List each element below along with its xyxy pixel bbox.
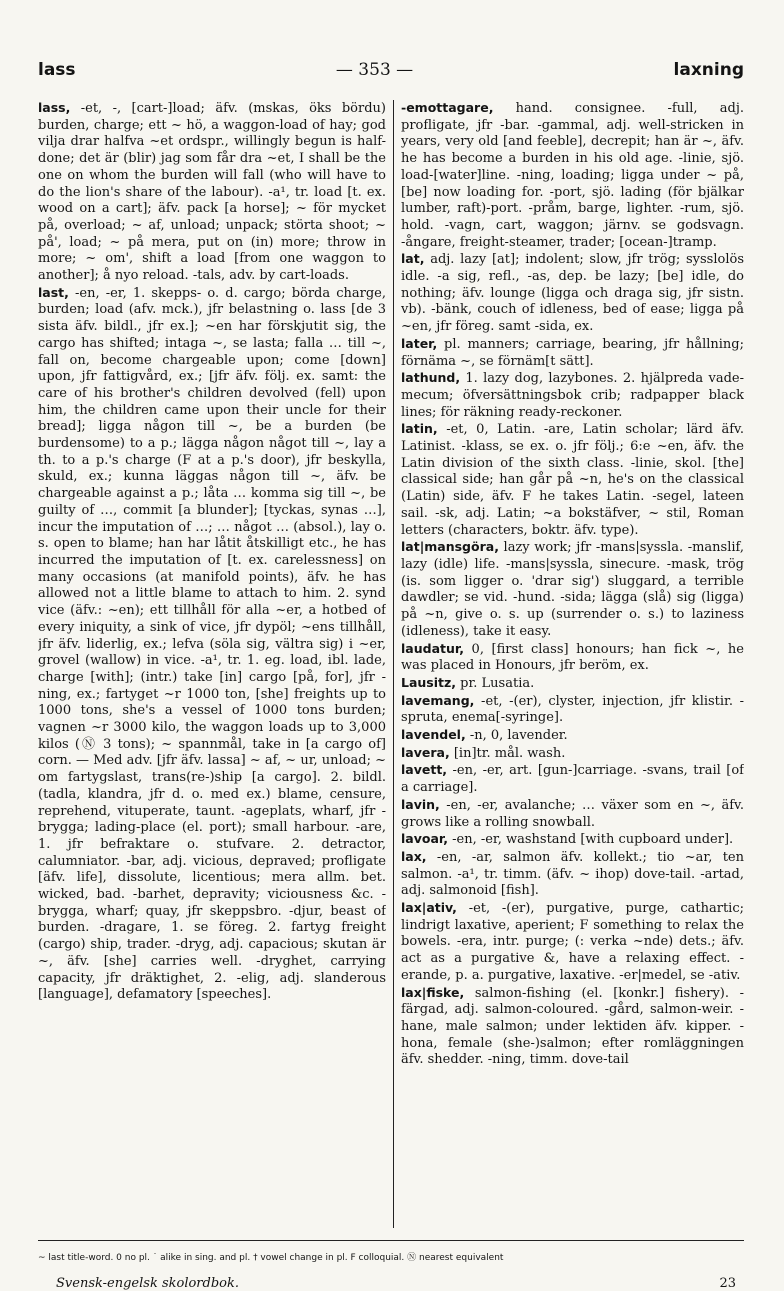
entry-lemma: lavemang, [401, 692, 475, 708]
abbreviation-legend: ~ last title-word. 0 no pl. ˙ alike in sing. and pl. † vowel change in pl. F colloquial. Ⓝ nearest equivalent [38, 1253, 504, 1263]
entry-definition: lazy work; jfr -mans|syssla. -manslif, lazy (idle) life. -mans|syssla, sinecure. -mask, trög (is. som ligger o. 'drar sig') sluggard, a terrible dawdler; se vid. -hund. -sida; lägga (slå) sig (ligga) på ~n, give o. s. up (surrender o. s.) to laziness (idleness), take it easy. [401, 540, 744, 639]
entry-definition: salmon-fishing (el. [konkr.] fishery). -färgad, adj. salmon-coloured. -gård, salmon-weir. -hane, male salmon; under lektiden äfv. kipper. -hona, female (she-)salmon; efter romläggningen äfv. shedder. -ning, timm. dove-tail [401, 985, 744, 1068]
entry-definition: -et, -, [cart-]load; äfv. (mskas, öks bördu) burden, charge; ett ~ hö, a waggon-load of hay; god vilja drar halfva ~et ordspr., willingly begun is half-done; det är (blir) jag som får dra ~et, I shall be the one on whom the burden will fall (who will have to do the lion's share of the labour). -a¹, tr. load [t. ex. wood on a cart]; äfv. pack [a horse]; ~ för mycket på, overload; ~ af, unload; unpack; störta shoot; ~ på', load; ~ på mera, put on (in) more; throw in more; ~ om', shift a load [from one waggon to another]; å nyo reload. -tals, adv. by cart-loads. [38, 101, 386, 284]
left-running-headword: lass [38, 60, 76, 80]
column-divider [393, 100, 394, 1228]
entry-lemma: lathund, [401, 370, 461, 386]
entry-definition: -en, -ar, salmon äfv. kollekt.; tio ~ar, ten salmon. -a¹, tr. timm. (äfv. ~ ihop) dove-tail. -artad, adj. salmonoid [fish]. [401, 849, 744, 899]
footer-divider [38, 1240, 744, 1241]
entry-columns [38, 100, 744, 1228]
entry-lemma: last, [38, 284, 69, 300]
entry-lemma: lavin, [401, 796, 440, 812]
entry-definition: -n, 0, lavender. [469, 728, 568, 744]
entry-lemma: lax|fiske, [401, 984, 465, 1000]
dictionary-entry [38, 285, 386, 1004]
entry-definition: -en, -er, 1. skepps- o. d. cargo; börda charge, burden; load (afv. mck.), jfr belastning o. lass [de 3 sista äfv. bildl., jfr ex.]; ~en har förskjutit sig, the cargo has shifted; intaga ~, se lasta; falla … till ~, fall on, become chargeable upon; come [down] upon, jfr fattigvård, ex.; [jfr äfv. följ. ex. samt: the care of his brother's children devolved (fell) upon him, the children came upon their uncle for their bread]; ligga någon till ~, be a burden (be burdensome) to a p.; lägga någon något till ~, lay a th. to a p.'s charge (F at a p.'s door), jfr beskylla, skuld, ex.; kunna läggas någon till ~, äfv. be chargeable against a p.; låta … komma sig till ~, be guilty of …, commit [a blunder]; [tyckas, synas …], incur the imputation of …; … något … (absol.), lay o. s. open to blame; han har låtit åtskilligt etc., he has incurred the imputation of [t. ex. carelessness] on many occasions (at manifold points), äfv. he has allowed not a little blame to attach to him. 2. synd vice (äfv.: ~en); ett tillhåll för alla ~er, a hotbed of every iniquity, a sink of vice, jfr dypöl; ~ens tillhåll, jfr äfv. liderlig, ex.; lefva (söla sig, vältra sig) i ~er, grovel (wallow) in vice. -a¹, tr. 1. eg. load, ibl. lade, charge [with]; (intr.) take [in] cargo [på, for], jfr -ning, ex.; fartyget ~r 1000 ton, [she] freights up to 1000 tons, she's a vessel of 1000 tons burden; vagnen ~r 3000 kilo, the waggon loads up to 3,000 kilos (Ⓝ 3 tons); ~ spannmål, take in [a cargo of] corn. — Med adv. [jfr äfv. lassa] ~ af, ~ ur, unload; ~ om fartygslast, trans(re-)ship [a cargo]. 2. bildl. (tadla, klandra, jfr d. o. med ex.) blame, censure, reprehend, vituperate, taunt. -ageplats, wharf, jfr -brygga; lading-place (el. port); small harbour. -are, 1. jfr befraktare o. stufvare. 2. detractor, calumniator. -bar, adj. vicious, depraved; profligate [äfv. life], dissolute, licentious; mera allm. bet. wicked, bad. -barhet, depravity; viciousness &c. -brygga, wharf; quay, jfr skeppsbro. -djur, beast of burden. -dragare, 1. se föreg. 2. fartyg freight (cargo) ship, trader. -dryg, adj. capacious; skutan är ~, äfv. [she] carries well. -dryghet, carrying capacity, jfr dräktighet, 2. -elig, adj. slanderous [language], defamatory [speeches]. [38, 285, 386, 1003]
dictionary-entry [401, 985, 744, 1070]
dictionary-entry [401, 849, 744, 900]
entry-definition: [in]tr. mål. wash. [453, 745, 566, 761]
entry-definition: -en, -er, washstand [with cupboard under]. [452, 832, 734, 848]
entry-definition: hand. consignee. -full, adj. profligate, jfr -bar. -gammal, adj. well-stricken in years, very old [and feeble], decrepit; han är ~, äfv. he has become a burden in his old age. -linie, sjö. load-[water]line. -ning, loading; ligga under ~ på, [be] now loading for. -port, sjö. lading (för bjälkar lumber, raft)-port. -pråm, barge, lighter. -rum, sjö. hold. -vagn, cart, waggon; järnv. se godsvagn. -ångare, freight-steamer, trader; [ocean-]tramp. [401, 101, 744, 250]
entry-lemma: latin, [401, 421, 438, 437]
entry-lemma: lax|ativ, [401, 900, 457, 916]
entry-lemma: Lausitz, [401, 674, 457, 690]
book-title: Svensk-engelsk skolordbok. [56, 1276, 240, 1291]
entry-lemma: lavendel, [401, 727, 466, 743]
dictionary-entry [401, 745, 744, 763]
entry-lemma: lat, [401, 251, 425, 267]
entry-lemma: lax, [401, 848, 427, 864]
dictionary-entry [401, 727, 744, 745]
dictionary-entry [38, 100, 386, 285]
right-running-headword: laxning [673, 60, 744, 80]
entry-lemma: lavera, [401, 744, 450, 760]
entry-definition: pl. manners; carriage, bearing, jfr hållning; förnäma ~, se förnäm[t sätt]. [401, 336, 744, 369]
entry-definition: 0, [first class] honours; han fick ~, he was placed in Honours, jfr beröm, ex. [401, 641, 744, 674]
dictionary-entry [401, 797, 744, 831]
right-column [401, 100, 744, 1228]
entry-lemma: laudatur, [401, 640, 464, 656]
entry-definition: -et, 0, Latin. -are, Latin scholar; lärd äfv. Latinist. -klass, se ex. o. jfr följ.; 6:e ~en, äfv. the Latin division of the sixth class. -linie, skol. [the] classical side; han går på ~n, he's on the classical (Latin) side, äfv. F he takes Latin. -segel, lateen sail. -sk, adj. Latin; ~a bokstäfver, ~ stil, Roman letters (characters, boktr. äfv. type). [401, 422, 744, 538]
sheet-number: 23 [719, 1276, 736, 1291]
entry-definition: -en, -er, art. [gun-]carriage. -svans, trail [of a carriage]. [401, 763, 744, 796]
page-header [38, 60, 744, 86]
dictionary-entry [401, 641, 744, 675]
entry-definition: -et, -(er), clyster, injection, jfr klistir. -spruta, enema[-syringe]. [401, 693, 744, 726]
entry-lemma: lat|mansgöra, [401, 539, 499, 555]
dictionary-entry [401, 336, 744, 370]
entry-definition: -en, -er, avalanche; … växer som en ~, äfv. grows like a rolling snowball. [401, 797, 744, 830]
entry-lemma: lavett, [401, 762, 448, 778]
entry-definition: adj. lazy [at]; indolent; slow, jfr trög; sysslolös idle. -a sig, refl., -as, dep. be lazy; [be] idle, do nothing; äfv. lounge (ligga och draga sig, jfr sistn. vb). -bänk, couch of idleness, bed of ease; ligga på ~en, jfr föreg. samt -sida, ex. [401, 252, 744, 335]
dictionary-entry [401, 900, 744, 985]
entry-definition: 1. lazy dog, lazybones. 2. hjälpreda vade-mecum; öfversättningsbok crib; radpapper black lines; för räkning ready-reckoner. [401, 371, 744, 420]
dictionary-entry [401, 831, 744, 849]
entry-lemma: -emottagare, [401, 100, 494, 115]
dictionary-entry [401, 675, 744, 693]
entry-lemma: later, [401, 335, 438, 351]
entry-lemma: lavoar, [401, 831, 448, 847]
entry-lemma: lass, [38, 100, 71, 115]
left-column [38, 100, 386, 1228]
dictionary-entry [401, 693, 744, 727]
dictionary-entry [401, 539, 744, 640]
dictionary-entry [401, 370, 744, 421]
dictionary-entry [401, 421, 744, 539]
page-number: — 353 — [335, 60, 414, 80]
dictionary-entry [401, 251, 744, 336]
entry-definition: -et, -(er), purgative, purge, cathartic; lindrigt laxative, aperient; F something to relax the bowels. -era, intr. purge; (: verka ~nde) dets.; äfv. act as a purgative &, have a relaxing effect. -erande, p. a. purgative, laxative. -er|medel, se -ativ. [401, 901, 744, 983]
entry-definition: pr. Lusatia. [460, 675, 535, 691]
dictionary-entry [401, 100, 744, 251]
dictionary-entry [401, 762, 744, 796]
